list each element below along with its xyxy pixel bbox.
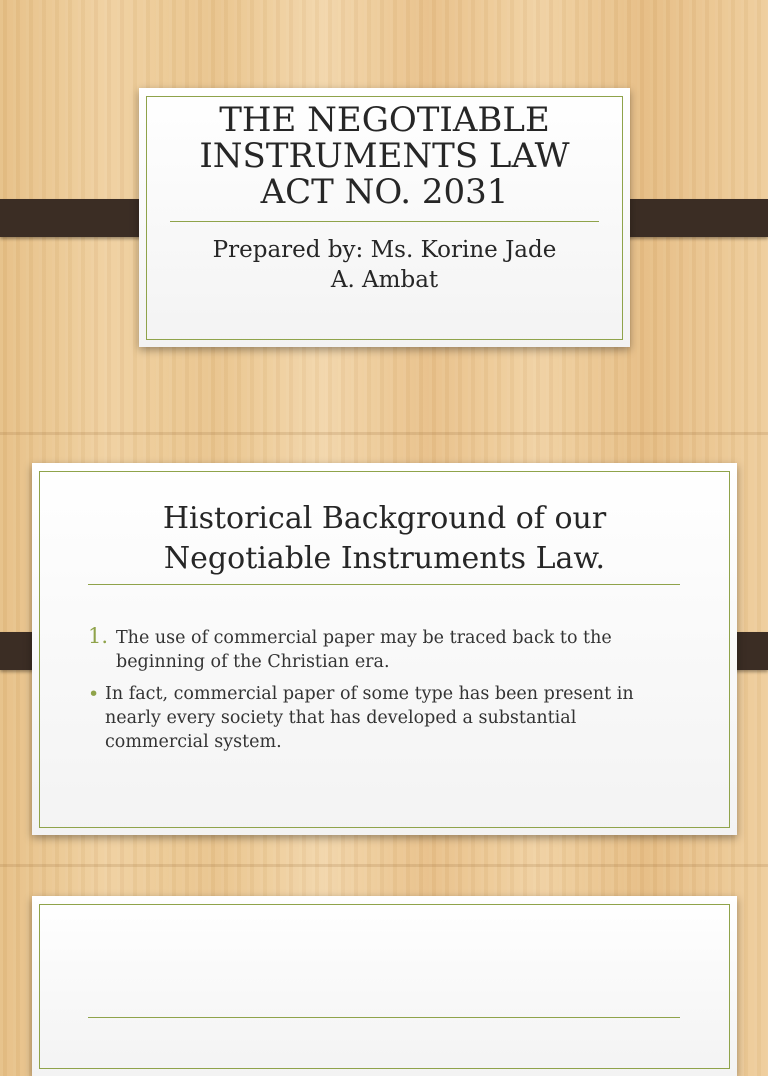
slide1-strap-left xyxy=(0,199,155,237)
title-line: INSTRUMENTS LAW xyxy=(199,136,570,176)
content-slide-divider xyxy=(88,584,680,585)
title-line: THE NEGOTIABLE xyxy=(219,100,550,140)
title-slide-subtitle xyxy=(159,235,610,295)
bullet-dot-icon: • xyxy=(88,683,100,705)
title-slide-divider xyxy=(170,221,599,222)
next-slide-divider xyxy=(88,1017,680,1018)
content-slide[interactable] xyxy=(32,463,737,835)
wood-plank-seam xyxy=(0,864,768,867)
title-slide-heading xyxy=(159,102,610,210)
wood-plank-seam xyxy=(0,432,768,435)
slide1-strap-right xyxy=(613,199,768,237)
title-line: ACT NO. 2031 xyxy=(260,172,509,212)
subtitle-line: A. Ambat xyxy=(330,267,439,293)
next-slide-partial[interactable] xyxy=(32,896,737,1076)
heading-line: Negotiable Instruments Law. xyxy=(163,541,606,576)
heading-line: Historical Background of our xyxy=(162,501,607,536)
list-item-text: The use of commercial paper may be traced back to the beginning of the Christian era. xyxy=(116,628,612,672)
title-slide[interactable] xyxy=(139,88,630,347)
list-number-marker: 1. xyxy=(88,624,109,648)
next-slide-frame xyxy=(39,904,730,1069)
list-item-text: In fact, commercial paper of some type has been present in nearly every society that has developed a substantial commercial system. xyxy=(105,684,634,752)
list-item-numbered xyxy=(88,626,678,674)
list-item-bullet xyxy=(88,682,678,754)
subtitle-line: Prepared by: Ms. Korine Jade xyxy=(212,237,557,263)
content-slide-heading xyxy=(52,499,717,579)
